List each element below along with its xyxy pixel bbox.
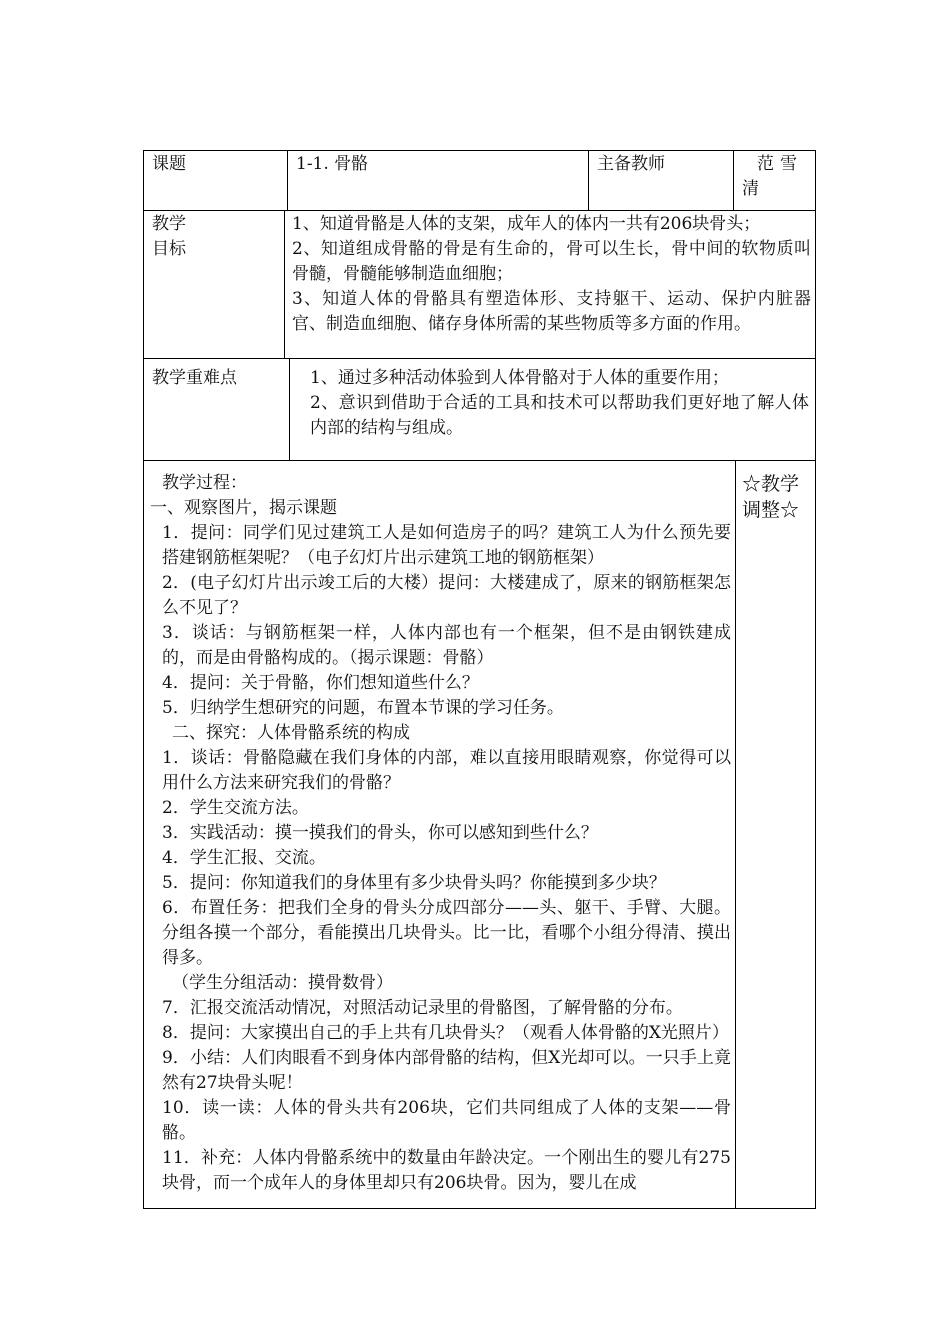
process-line: 10．读一读：人体的骨头共有206块，它们共同组成了人体的支架——骨骼。 [162, 1098, 731, 1143]
header-row [143, 150, 816, 210]
process-line: 5．归纳学生想研究的问题，布置本节课的学习任务。 [162, 698, 564, 718]
lesson-plan-table [143, 150, 816, 1209]
process-line: 6．布置任务：把我们全身的骨头分成四部分——头、躯干、手臂、大腿。分组各摸一个部分，看能摸出几块骨头。比一比，看哪个小组分得清、摸出得多。 [162, 898, 731, 968]
process-line: 2．(电子幻灯片出示竣工后的大楼）提问：大楼建成了，原来的钢筋框架怎么不见了？ [162, 573, 731, 618]
process-line: 5．提问：你知道我们的身体里有多少块骨头吗？你能摸到多少块？ [162, 873, 666, 893]
process-line: 3．谈话：与钢筋框架一样，人体内部也有一个框架，但不是由钢铁建成的，而是由骨骼构成的。（揭示课题：骨骼） [162, 623, 731, 668]
process-line: 二、探究：人体骨骼系统的构成 [172, 723, 410, 743]
goal-item: 1、知道骨骼是人体的支架，成年人的体内一共有206块骨头； [292, 214, 761, 234]
topic-value: 1-1. 骨骼 [287, 151, 588, 210]
process-line: 1．谈话：骨骼隐藏在我们身体的内部，难以直接用眼睛观察，你觉得可以用什么方法来研究我们的骨骼？ [162, 748, 731, 793]
teacher-name-line2: 清 [742, 179, 759, 199]
key-points-content [289, 359, 815, 460]
topic-label: 课题 [152, 154, 186, 174]
process-content [144, 461, 735, 1208]
process-line: 3．实践活动：摸一摸我们的骨头，你可以感知到些什么？ [162, 823, 598, 843]
process-row [143, 460, 816, 1209]
process-line: 一、观察图片，揭示课题 [150, 498, 337, 518]
goals-label [144, 211, 284, 358]
process-line: 11．补充：人体内骨骼系统中的数量由年龄决定。一个刚出生的婴儿有275块骨，而一个成年人的身体里却只有206块骨。因为，婴儿在成 [162, 1148, 731, 1193]
key-point-item: 1、通过多种活动体验到人体骨骼对于人体的重要作用； [310, 368, 729, 388]
goals-row [143, 210, 816, 358]
process-title: 教学过程： [162, 473, 247, 493]
key-points-row [143, 358, 816, 460]
process-line: 4．学生汇报、交流。 [162, 848, 326, 868]
key-points-label: 教学重难点 [152, 368, 237, 388]
process-line: 2．学生交流方法。 [162, 798, 309, 818]
adjust-label: ☆教学调整☆ [735, 461, 815, 1208]
key-point-item: 2、意识到借助于合适的工具和技术可以帮助我们更好地了解人体内部的结构与组成。 [310, 393, 809, 438]
goal-item: 2、知道组成骨骼的骨是有生命的，骨可以生长，骨中间的软物质叫骨髓，骨髓能够制造血细胞； [292, 239, 811, 284]
process-line: 4．提问：关于骨骼，你们想知道些什么？ [162, 673, 479, 693]
process-line: 1．提问：同学们见过建筑工人是如何造房子的吗？建筑工人为什么预先要搭建钢筋框架呢？（电子幻灯片出示建筑工地的钢筋框架） [162, 523, 731, 568]
goals-content [284, 211, 815, 358]
process-line: 8．提问：大家摸出自己的手上共有几块骨头？（观看人体骨骼的X光照片） [162, 1023, 729, 1043]
teacher-name-line1: 范雪 [757, 154, 803, 174]
goal-item: 3、知道人体的骨骼具有塑造体形、支持躯干、运动、保护内脏器官、制造血细胞、储存身体所需的某些物质等多方面的作用。 [292, 289, 811, 334]
goals-label-line2: 目标 [152, 239, 186, 259]
goals-label-line1: 教学 [152, 214, 186, 234]
teacher-label: 主备教师 [588, 151, 733, 210]
teacher-name [733, 151, 815, 210]
process-line: （学生分组活动：摸骨数骨） [172, 973, 393, 993]
process-line: 9．小结：人们肉眼看不到身体内部骨骼的结构，但X光却可以。一只手上竟然有27块骨头呢！ [162, 1048, 731, 1093]
process-line: 7．汇报交流活动情况，对照活动记录里的骨骼图，了解骨骼的分布。 [162, 998, 683, 1018]
